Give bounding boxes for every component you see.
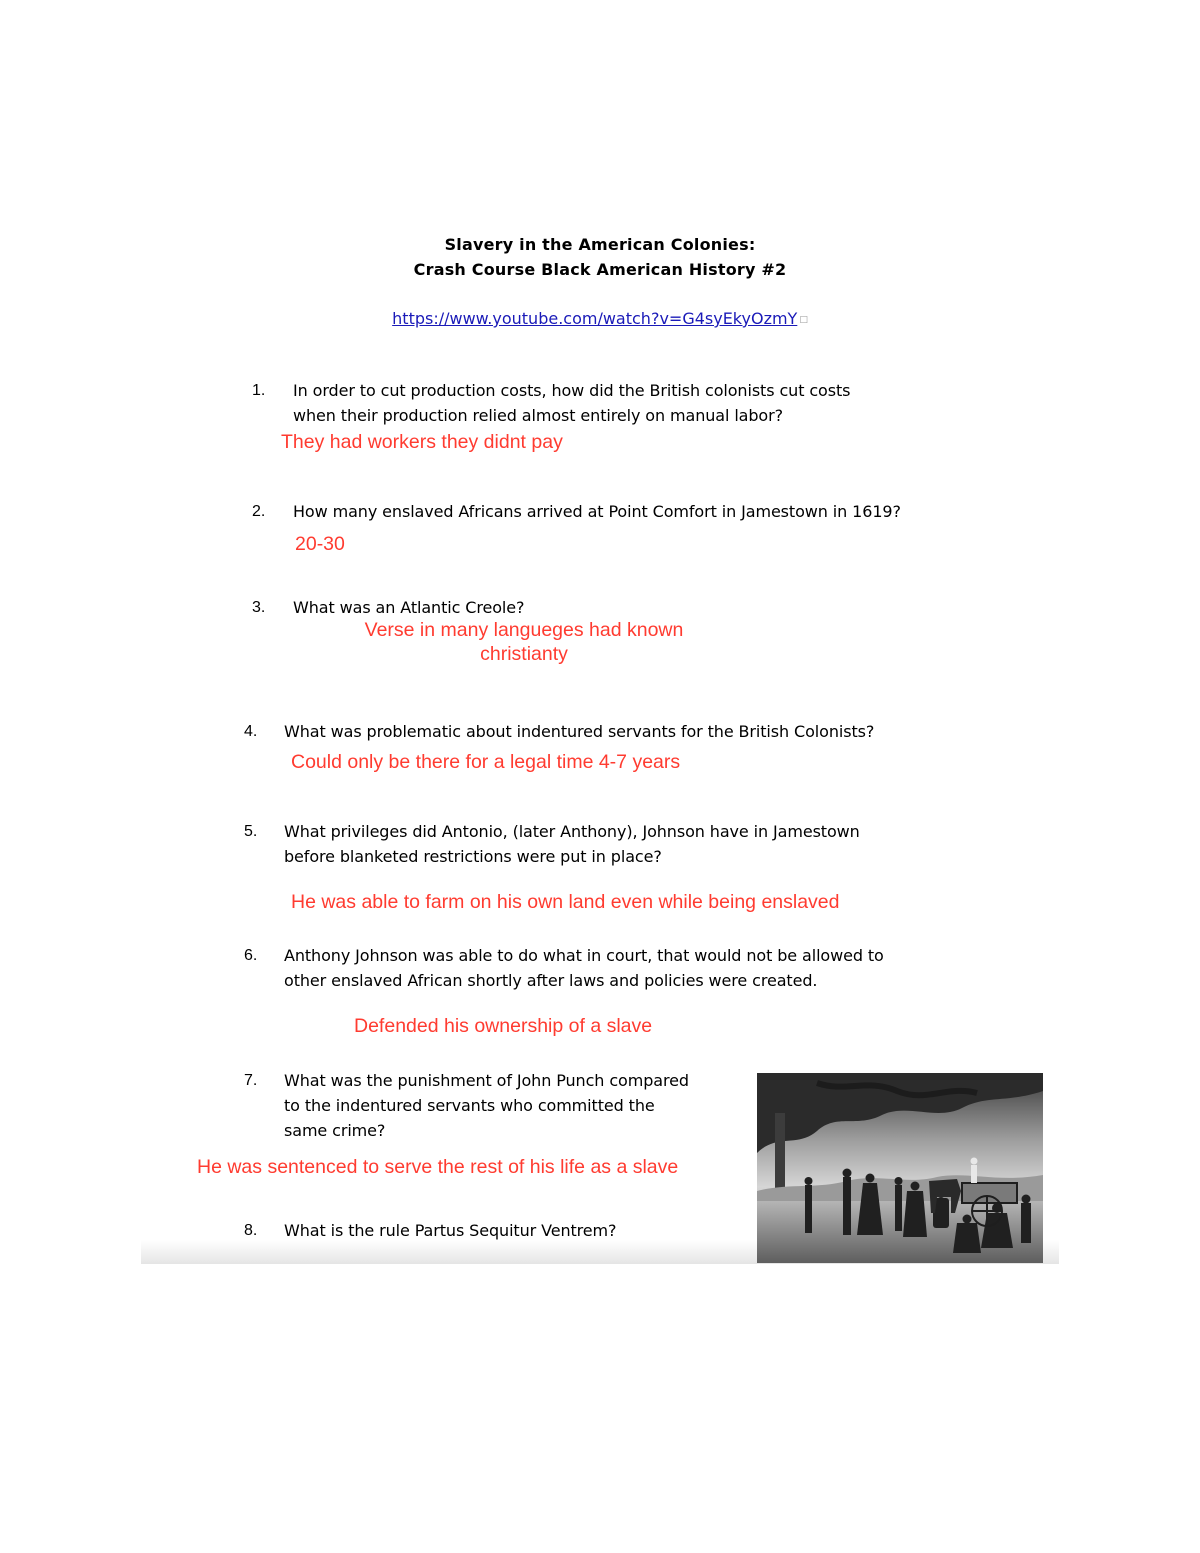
question-7-line-1: What was the punishment of John Punch compared	[284, 1071, 689, 1090]
answer-5: He was able to farm on his own land even while being enslaved	[291, 891, 840, 913]
question-3-number: 3.	[252, 599, 266, 616]
answer-7: He was sentenced to serve the rest of his life as a slave	[197, 1156, 679, 1178]
question-6-text	[284, 943, 884, 993]
question-1-line-1: In order to cut production costs, how did the British colonists cut costs	[293, 381, 851, 400]
question-7-line-3: same crime?	[284, 1121, 386, 1140]
page-title-line1: Slavery in the American Colonies:	[444, 235, 756, 254]
answer-6: Defended his ownership of a slave	[354, 1015, 653, 1037]
question-2-line-1: How many enslaved Africans arrived at Point Comfort in Jamestown in 1619?	[293, 502, 901, 521]
answer-3	[324, 618, 724, 666]
question-2-number: 2.	[252, 503, 266, 520]
question-8-text	[284, 1218, 616, 1243]
question-8-line-1: What is the rule Partus Sequitur Ventrem?	[284, 1221, 617, 1240]
question-3-text	[293, 595, 524, 620]
question-8-number: 8.	[244, 1222, 258, 1239]
answer-1: They had workers they didnt pay	[281, 431, 563, 453]
question-6-line-2: other enslaved African shortly after laws and policies were created.	[284, 971, 818, 990]
answer-3-line-1: Verse in many langueges had known	[364, 619, 684, 641]
historical-photo	[757, 1073, 1043, 1263]
question-5-line-2: before blanketed restrictions were put in place?	[284, 847, 662, 866]
question-6-number: 6.	[244, 947, 258, 964]
question-5-text	[284, 819, 860, 869]
question-1-number: 1.	[252, 382, 266, 399]
question-7-number: 7.	[244, 1072, 258, 1089]
answer-2: 20-30	[295, 533, 345, 555]
page-title-line2: Crash Course Black American History #2	[413, 260, 787, 279]
question-5-line-1: What privileges did Antonio, (later Anthony), Johnson have in Jamestown	[284, 822, 860, 841]
answer-4: Could only be there for a legal time 4-7 years	[291, 751, 681, 773]
question-4-number: 4.	[244, 723, 258, 740]
question-2-text	[293, 499, 901, 524]
video-link[interactable]: https://www.youtube.com/watch?v=G4syEkyOzmY	[392, 309, 798, 328]
question-4-text	[284, 719, 874, 744]
question-7-line-2: to the indentured servants who committed the	[284, 1096, 655, 1115]
video-link-row	[0, 309, 1200, 328]
question-6-line-1: Anthony Johnson was able to do what in court, that would not be allowed to	[284, 946, 884, 965]
question-5-number: 5.	[244, 823, 258, 840]
question-1-text	[293, 378, 850, 428]
answer-3-line-2: christianty	[480, 643, 568, 665]
question-7-text	[284, 1068, 689, 1143]
link-marker-icon: □	[799, 314, 808, 325]
question-1-line-2: when their production relied almost entirely on manual labor?	[293, 406, 783, 425]
question-4-line-1: What was problematic about indentured servants for the British Colonists?	[284, 722, 875, 741]
field-scene-illustration	[757, 1073, 1043, 1263]
question-3-line-1: What was an Atlantic Creole?	[293, 598, 525, 617]
